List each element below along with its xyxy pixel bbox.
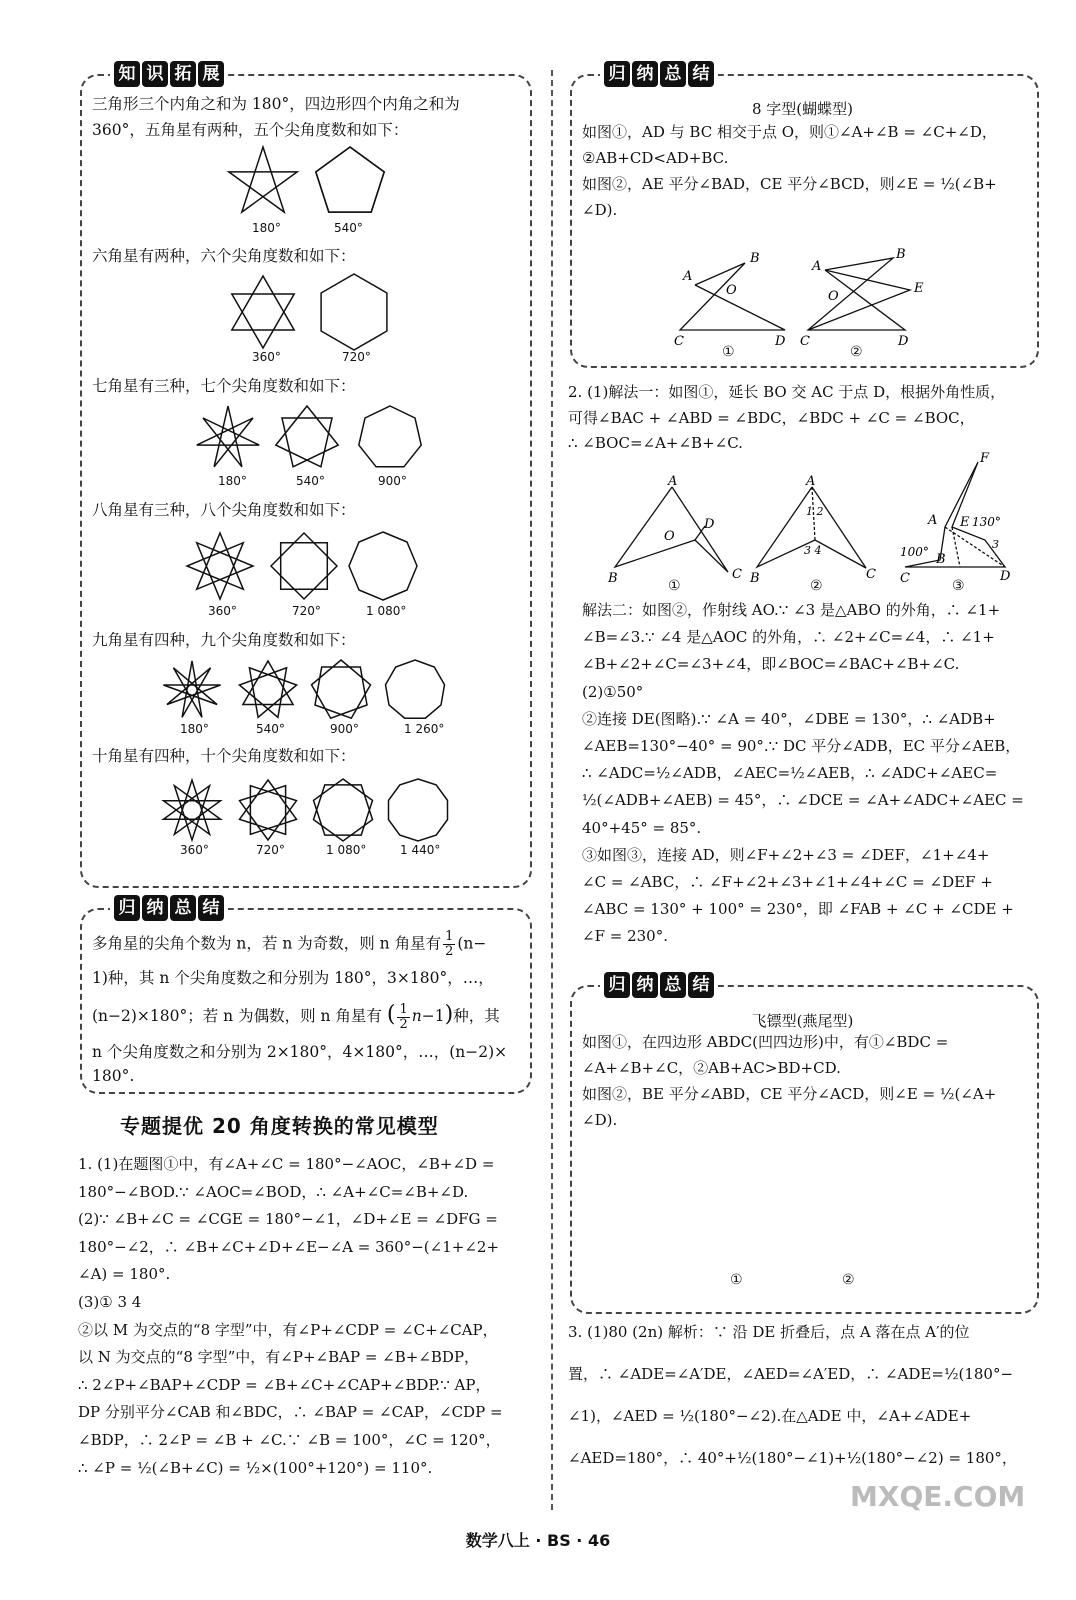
star-label: 360° bbox=[208, 604, 237, 618]
svg-text:O: O bbox=[664, 529, 675, 544]
text-line: ∠A+∠B+∠C，②AB+AC>BD+CD. bbox=[582, 1059, 841, 1077]
star-label: 720° bbox=[256, 843, 285, 857]
star-label: 180° bbox=[218, 474, 247, 488]
star-label: 1 080° bbox=[366, 604, 407, 618]
figure-label: A bbox=[683, 269, 693, 284]
star-label: 360° bbox=[252, 350, 281, 364]
text-line: ∴ ∠BOC=∠A+∠B+∠C. bbox=[568, 434, 743, 452]
figure-label: O bbox=[726, 283, 737, 298]
tag-char: 纳 bbox=[632, 61, 658, 87]
svg-text:3: 3 bbox=[992, 538, 999, 551]
star-polygon bbox=[314, 779, 373, 841]
svg-text:E: E bbox=[960, 515, 970, 530]
row-text: 九角星有四种，九个尖角度数和如下： bbox=[92, 631, 356, 649]
text-line: 解法二：如图②，作射线 AO.∵ ∠3 是△ABO 的外角，∴ ∠1+ bbox=[582, 601, 1001, 619]
text-line: ②连接 DE(图略).∵ ∠A = 40°，∠DBE = 130°，∴ ∠ADB+ bbox=[582, 709, 996, 728]
svg-text:C: C bbox=[866, 567, 876, 582]
figure-label: C bbox=[674, 334, 684, 349]
star-label: 900° bbox=[330, 722, 359, 736]
svg-text:100°: 100° bbox=[900, 545, 929, 559]
summary-text: (n− bbox=[457, 934, 487, 953]
text-line: 如图①，AD 与 BC 相交于点 O，则①∠A+∠B = ∠C+∠D， bbox=[582, 123, 997, 141]
fig-label: ① bbox=[730, 1272, 743, 1288]
svg-text:D: D bbox=[1000, 569, 1011, 584]
star-polygon bbox=[232, 276, 294, 348]
star-label: 180° bbox=[252, 221, 281, 235]
figure-label: D bbox=[775, 334, 786, 349]
text-line: ∴ ∠P = ½(∠B+∠C) = ½×(100°+120°) = 110°. bbox=[78, 1458, 433, 1477]
tag-char: 识 bbox=[142, 61, 168, 87]
row-text: 六角星有两种，六个尖角度数和如下： bbox=[92, 247, 356, 265]
tag-char: 归 bbox=[604, 972, 630, 998]
text-line: 如图②，AE 平分∠BAD，CE 平分∠BCD，则∠E = ½(∠B+ bbox=[582, 175, 997, 193]
box-heading: 飞镖型(燕尾型) bbox=[751, 1012, 854, 1030]
text-line: ②以 M 为交点的“8 字型”中，有∠P+∠CDP = ∠C+∠CAP， bbox=[78, 1320, 498, 1339]
summary-tag bbox=[600, 61, 718, 87]
tag-char: 归 bbox=[114, 895, 140, 921]
text-line: 以 N 为交点的“8 字型”中，有∠P+∠BAP = ∠B+∠BDP， bbox=[78, 1348, 480, 1367]
star-label: 720° bbox=[292, 604, 321, 618]
summary-line: 180°. bbox=[92, 1067, 135, 1085]
star-polygon bbox=[349, 532, 417, 600]
fig-label: ② bbox=[850, 344, 863, 360]
row-text: 十角星有四种，十个尖角度数和如下： bbox=[92, 747, 356, 765]
svg-text:B: B bbox=[936, 552, 946, 567]
star-polygon bbox=[386, 660, 445, 718]
svg-text:C: C bbox=[800, 334, 810, 349]
box-heading: 8 字型(蝴蝶型) bbox=[751, 100, 854, 118]
tag-char: 总 bbox=[170, 895, 196, 921]
svg-text:D: D bbox=[704, 517, 715, 532]
text-line: ∠B=∠3.∵ ∠4 是△AOC 的外角，∴ ∠2+∠C=∠4，∴ ∠1+ bbox=[582, 628, 995, 647]
star-polygon bbox=[389, 779, 448, 841]
svg-text:B: B bbox=[608, 571, 618, 586]
svg-text:130°: 130° bbox=[972, 515, 1001, 529]
text-line: 如图②，BE 平分∠ABD，CE 平分∠ACD，则∠E = ½(∠A+ bbox=[582, 1085, 997, 1103]
star-polygon bbox=[240, 780, 297, 840]
text-line: ∠ABC = 130° + 100° = 230°，即 ∠FAB + ∠C + ∠CDE + bbox=[582, 900, 1014, 919]
star-polygon bbox=[276, 406, 338, 467]
svg-text:A: A bbox=[928, 513, 938, 528]
text-line: ∠C = ∠ABC，∴ ∠F+∠2+∠3+∠1+∠4+∠C = ∠DEF + bbox=[582, 873, 993, 891]
text-line: ②AB+CD<AD+BC. bbox=[582, 149, 729, 167]
text-line: ∴ ∠ADC=½∠ADB，∠AEC=½∠AEB，∴ ∠ADC+∠AEC= bbox=[582, 764, 998, 783]
star-polygon bbox=[271, 533, 337, 599]
star-label: 540° bbox=[296, 474, 325, 488]
summary-tag bbox=[110, 895, 228, 921]
fraction: $\frac{1}{2}$ bbox=[445, 929, 454, 959]
tag-char: 结 bbox=[198, 895, 224, 921]
text-line: 1. (1)在题图①中，有∠A+∠C = 180°−∠AOC，∠B+∠D = bbox=[78, 1155, 495, 1173]
summary-tag bbox=[600, 972, 718, 998]
text-line: ∠F = 230°. bbox=[582, 927, 668, 946]
text-line: ∴ 2∠P+∠BAP+∠CDP = ∠B+∠C+∠CAP+∠BDP.∵ AP， bbox=[78, 1375, 491, 1394]
star-polygon bbox=[316, 147, 384, 212]
svg-text:C: C bbox=[732, 567, 742, 582]
star-label: 360° bbox=[180, 843, 209, 857]
intro-line-2: 360°，五角星有两种，五个尖角度数和如下： bbox=[92, 121, 409, 139]
text-line: ∠D). bbox=[582, 1111, 618, 1129]
text-line: ③如图③，连接 AD，则∠F+∠2+∠3 = ∠DEF，∠1+∠4+ bbox=[582, 845, 990, 864]
star-label: 1 260° bbox=[404, 722, 445, 736]
summary-text: (n−2)×180°；若 n 为偶数，则 n 角星有 bbox=[92, 1007, 382, 1025]
page-footer: 数学八上 · BS · 46 bbox=[465, 1531, 611, 1550]
text-line: ∠BDP，∴ 2∠P = ∠B + ∠C.∵ ∠B = 100°，∠C = 120°， bbox=[78, 1431, 501, 1449]
text-line: ∠AEB=130°−40° = 90°.∵ DC 平分∠ADB，EC 平分∠AEB， bbox=[582, 737, 1021, 755]
summary-line: n 个尖角度数之和分别为 2×180°，4×180°，…，(n−2)× bbox=[92, 1043, 508, 1061]
fig-label: ② bbox=[842, 1272, 855, 1288]
text-line: 180°−∠BOD.∵ ∠AOC=∠BOD，∴ ∠A+∠C=∠B+∠D. bbox=[78, 1182, 469, 1201]
text-line: 如图①，在四边形 ABDC(凹四边形)中，有①∠BDC = bbox=[582, 1033, 949, 1051]
text-line: 2. (1)解法一：如图①，延长 BO 交 AC 于点 D，根据外角性质， bbox=[568, 383, 1006, 401]
text-line: ∠D). bbox=[582, 201, 618, 219]
star-polygon bbox=[229, 147, 297, 212]
summary-line bbox=[92, 930, 486, 959]
figure-label: B bbox=[750, 251, 760, 266]
svg-text:1 2: 1 2 bbox=[806, 505, 824, 518]
star-polygon bbox=[312, 660, 371, 718]
intro-line-1: 三角形三个内角之和为 180°，四边形四个内角之和为 bbox=[92, 95, 460, 113]
fig-label: ① bbox=[722, 344, 735, 360]
star-polygon bbox=[321, 274, 387, 350]
star-polygon bbox=[239, 661, 296, 717]
star-label: 720° bbox=[342, 350, 371, 364]
svg-text:C: C bbox=[900, 571, 910, 586]
star-label: 1 440° bbox=[400, 843, 441, 857]
star-label: 1 080° bbox=[326, 843, 367, 857]
summary-text: 多角星的尖角个数为 n，若 n 为奇数，则 n 角星有 bbox=[92, 934, 442, 953]
text-line: ∠B+∠2+∠C=∠3+∠4，即∠BOC=∠BAC+∠B+∠C. bbox=[582, 655, 960, 674]
star-label: 900° bbox=[378, 474, 407, 488]
text-line: ∠A) = 180°. bbox=[78, 1265, 171, 1284]
svg-text:A: A bbox=[668, 474, 678, 489]
svg-text:A: A bbox=[806, 474, 816, 489]
svg-text:B: B bbox=[750, 571, 760, 586]
summary-line: 1)种，其 n 个尖角度数之和分别为 180°，3×180°，…， bbox=[92, 969, 494, 987]
text-line: (2)①50° bbox=[582, 682, 644, 701]
watermark: MXQE.COM bbox=[850, 1480, 1026, 1513]
star-polygon bbox=[163, 661, 220, 717]
summary-line: (n−2)×180°；若 n 为偶数，则 n 角星有 ( $\frac{1}{2}$ n−1)种，其 bbox=[92, 1001, 500, 1032]
svg-text:3 4: 3 4 bbox=[804, 544, 822, 557]
star-label: 540° bbox=[256, 722, 285, 736]
summary-text: 种，其 bbox=[453, 1007, 500, 1025]
tag-char: 纳 bbox=[632, 972, 658, 998]
star-polygon bbox=[187, 533, 253, 599]
fig-label: ① bbox=[668, 578, 681, 594]
text-line: 可得∠BAC + ∠ABD = ∠BDC，∠BDC + ∠C = ∠BOC， bbox=[568, 408, 975, 427]
tag-char: 知 bbox=[114, 61, 140, 87]
tag-char: 拓 bbox=[170, 61, 196, 87]
fig-label: ② bbox=[810, 578, 823, 594]
text-line: 40°+45° = 85°. bbox=[582, 818, 702, 837]
tag-char: 归 bbox=[604, 61, 630, 87]
tag-char: 结 bbox=[688, 61, 714, 87]
svg-text:O: O bbox=[828, 289, 839, 304]
section-title: 专题提优 20 角度转换的常见模型 bbox=[120, 1114, 439, 1138]
text-line: ∠1)，∠AED = ½(180°−∠2).在△ADE 中，∠A+∠ADE+ bbox=[568, 1407, 972, 1425]
tag-char: 总 bbox=[660, 972, 686, 998]
star-label: 540° bbox=[334, 221, 363, 235]
fraction: $\frac{1}{2}$ bbox=[399, 1001, 408, 1032]
text-line: ½(∠ADB+∠AEB) = 45°，∴ ∠DCE = ∠A+∠ADC+∠AEC = bbox=[582, 791, 1024, 810]
text-line: 3. (1)80 (2n) 解析：∵ 沿 DE 折叠后，点 A 落在点 A′的位 bbox=[568, 1323, 970, 1341]
svg-text:E: E bbox=[914, 281, 924, 296]
svg-text:D: D bbox=[898, 334, 909, 349]
text-line: (3)① 3 4 bbox=[78, 1293, 142, 1311]
row-text: 七角星有三种，七个尖角度数和如下： bbox=[92, 377, 356, 395]
svg-text:A: A bbox=[812, 259, 822, 274]
svg-text:B: B bbox=[896, 247, 906, 262]
svg-text:F: F bbox=[980, 451, 990, 466]
star-label: 180° bbox=[180, 722, 209, 736]
text-line: 180°−∠2，∴ ∠B+∠C+∠D+∠E−∠A = 360°−(∠1+∠2+ bbox=[78, 1237, 500, 1256]
text-line: ∠AED=180°，∴ 40°+½(180°−∠1)+½(180°−∠2) = 180°， bbox=[568, 1449, 1017, 1467]
text-line: 置，∴ ∠ADE=∠A′DE，∠AED=∠A′ED，∴ ∠ADE=½(180°− bbox=[568, 1365, 1014, 1383]
tag-char: 结 bbox=[688, 972, 714, 998]
star-polygon bbox=[197, 406, 259, 467]
tag-char: 展 bbox=[198, 61, 224, 87]
star-polygon bbox=[164, 780, 221, 840]
text-line: DP 分别平分∠CAB 和∠BDC，∴ ∠BAP = ∠CAP，∠CDP = bbox=[78, 1403, 503, 1422]
text-line: (2)∵ ∠B+∠C = ∠CGE = 180°−∠1，∠D+∠E = ∠DFG = bbox=[78, 1210, 498, 1229]
star-polygon bbox=[359, 406, 421, 467]
row-text: 八角星有三种，八个尖角度数和如下： bbox=[92, 501, 356, 519]
tag-char: 纳 bbox=[142, 895, 168, 921]
fig-label: ③ bbox=[952, 578, 965, 594]
tag-char: 总 bbox=[660, 61, 686, 87]
